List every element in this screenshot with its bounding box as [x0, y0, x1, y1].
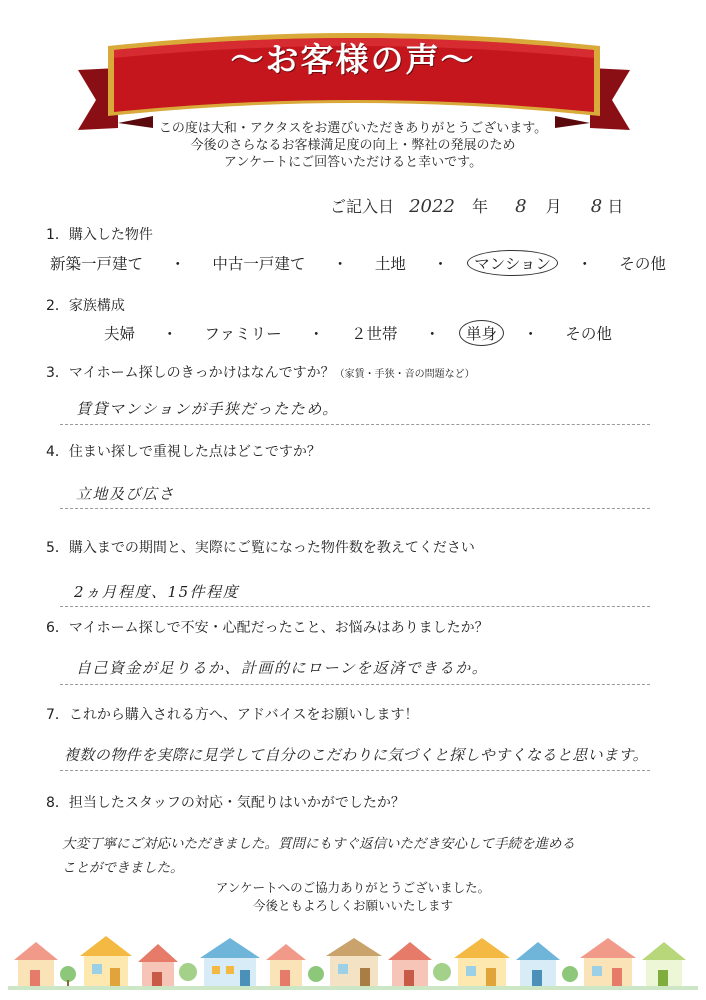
house-icon	[266, 944, 306, 986]
question-3	[46, 362, 475, 382]
house-icon	[642, 942, 686, 986]
option-single-selected: 単身	[459, 320, 504, 346]
house-icon	[80, 936, 132, 986]
separator: ・	[308, 325, 325, 343]
house-icon	[516, 942, 560, 986]
question-2: 2．家族構成	[46, 298, 125, 314]
question-7: 7．これから購入される方へ、アドバイスをお願いします！	[46, 707, 419, 723]
question-5: 5．購入までの期間と、実際にご覧になった物件数を教えてください	[46, 540, 475, 556]
house-icon	[388, 942, 432, 986]
answer-5: 2ヵ月程度、15件程度	[74, 583, 240, 601]
date-label: ご記入日	[330, 197, 395, 216]
question-8: 8．担当したスタッフの対応・気配りはいかがでしたか？	[46, 795, 405, 811]
intro-line: この度は大和・アクタスをお選びいただきありがとうございます。	[158, 121, 548, 136]
answer-line	[60, 508, 650, 509]
answer-7: 複数の物件を実際に見学して自分のこだわりに気づくと探しやすくなると思います。	[64, 746, 649, 764]
family-options	[104, 322, 612, 344]
entry-date	[330, 194, 623, 217]
house-icon	[454, 938, 510, 986]
intro-line: 今後のさらなるお客様満足度の向上・弊社の発展のため	[190, 138, 516, 153]
option-land: 土地	[374, 255, 406, 273]
question-1: 1．購入した物件	[46, 227, 153, 243]
answer-line	[60, 424, 650, 425]
option-two-generation: ２世帯	[351, 325, 398, 343]
separator: ・	[576, 255, 593, 273]
date-month-unit: 月	[545, 197, 562, 216]
houses-illustration	[8, 930, 698, 990]
option-other: その他	[565, 325, 612, 343]
tree-icon	[433, 963, 451, 981]
intro-text	[0, 120, 706, 171]
date-day-unit: 日	[607, 197, 624, 216]
question-3-note: （家賃・手狭・音の問題など）	[334, 369, 475, 380]
option-new-house: 新築一戸建て	[50, 255, 144, 273]
property-options	[50, 252, 666, 274]
tree-icon	[308, 966, 324, 982]
option-used-house: 中古一戸建て	[212, 255, 306, 273]
question-6: 6．マイホーム探しで不安・心配だったこと、お悩みはありましたか？	[46, 620, 489, 636]
separator: ・	[424, 325, 440, 343]
answer-4: 立地及び広さ	[76, 485, 176, 503]
tree-icon	[562, 966, 578, 982]
tree-icon	[60, 966, 76, 982]
answer-8-line-1: 大変丁寧にご対応いただきました。質問にもすぐ返信いただき安心して手続を進める	[62, 836, 575, 852]
option-family: ファミリー	[204, 325, 282, 343]
closing-regards: 今後ともよろしくお願いいたします	[252, 898, 453, 913]
separator: ・	[169, 255, 186, 273]
closing-thanks: アンケートへのご協力ありがとうございました。	[215, 880, 491, 895]
option-other: その他	[619, 255, 666, 273]
option-mansion-selected: マンション	[467, 250, 558, 276]
date-year: 2022	[409, 196, 455, 217]
house-icon	[138, 944, 178, 986]
answer-8-line-2: ことができました。	[62, 860, 184, 876]
option-couple: 夫婦	[104, 325, 136, 343]
separator: ・	[332, 255, 348, 273]
question-3-label: 3．マイホーム探しのきっかけはなんですか？	[46, 365, 335, 381]
answer-3: 賃貸マンションが手狭だったため。	[76, 400, 339, 418]
house-icon	[14, 942, 58, 986]
house-icon	[580, 938, 636, 986]
answer-line	[60, 606, 650, 607]
separator: ・	[432, 255, 449, 273]
answer-6: 自己資金が足りるか、計画的にローンを返済できるか。	[76, 659, 489, 677]
question-4: 4．住まい探しで重視した点はどこですか？	[46, 444, 321, 460]
date-year-unit: 年	[472, 197, 489, 216]
page-title: 〜お客様の声〜	[230, 40, 476, 79]
tree-icon	[179, 963, 197, 981]
house-icon	[200, 938, 260, 986]
house-icon	[326, 938, 382, 986]
intro-line: アンケートにご回答いただけると幸いです。	[223, 155, 483, 170]
separator: ・	[161, 325, 178, 343]
date-month: 8	[515, 196, 527, 217]
answer-line	[60, 770, 650, 771]
separator: ・	[522, 325, 539, 343]
date-day: 8	[590, 196, 603, 217]
answer-line	[60, 684, 650, 685]
